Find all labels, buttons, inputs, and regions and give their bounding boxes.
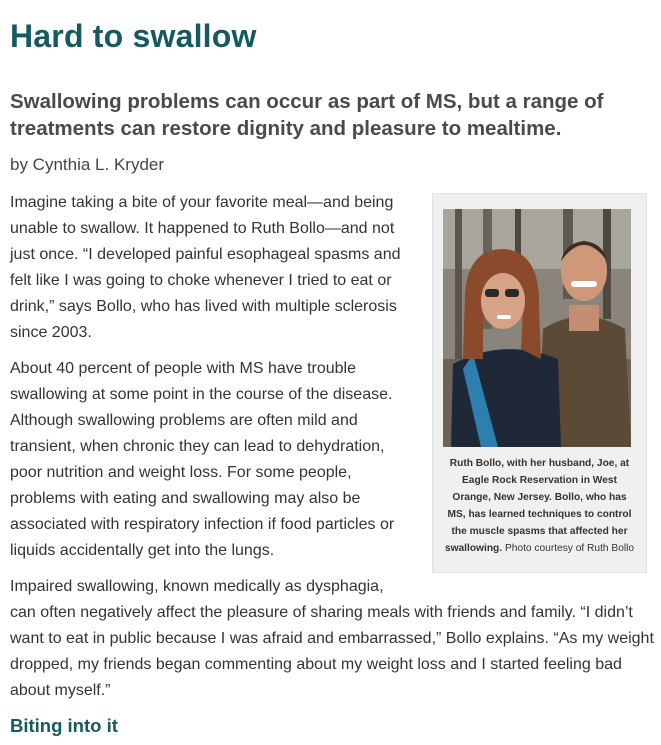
article-subtitle: Swallowing problems can occur as part of MS, but a range of treatments can restore dignity and pleasure to mealtime. (10, 90, 604, 140)
byline: by Cynthia L. Kryder (10, 155, 165, 174)
caption-text: Ruth Bollo, with her husband, Joe, at Eagle Rock Reservation in West Orange, New Jersey. Bollo, who has MS, has learned techniques to control the muscle spasms that affected her swallowing. (444, 458, 632, 554)
photo-credit: Photo courtesy of Ruth Bollo (504, 543, 635, 554)
paragraph-2: About 40 percent of people with MS have trouble swallowing at some point in the course of the disease. Although swallowing problems are often mild and transient, when chronic they can lead to dehydration, poor nutrition and weight loss. For some people, problems with eating and swallowing may also be associated with respiratory infection if food particles or liquids accidentally get into the lungs. (10, 360, 395, 559)
paragraph-1: Imagine taking a bite of your favorite meal—and being unable to swallow. It happened to Ruth Bollo—and not just once. “I developed painful esophageal spasms and felt like I was going to choke whenever I tried to eat or drink,” says Bollo, who has lived with multiple sclerosis since 2003. (10, 194, 401, 341)
paragraph-3: Impaired swallowing, known medically as dysphagia, can often negatively affect the pleasure of sharing meals with friends and family. “I didn’t want to eat in public because I was afraid and embarrassed,” Bollo explains. “As my weight dropped, my friends began commenting about my weight loss and I started feeling bad about myself.” (10, 578, 654, 699)
couple-photo (443, 209, 631, 447)
article-body (10, 190, 655, 714)
photo-caption (443, 455, 636, 557)
article-title: Hard to swallow (10, 18, 257, 54)
photo-figure (432, 193, 647, 573)
section-heading: Biting into it (10, 715, 118, 736)
